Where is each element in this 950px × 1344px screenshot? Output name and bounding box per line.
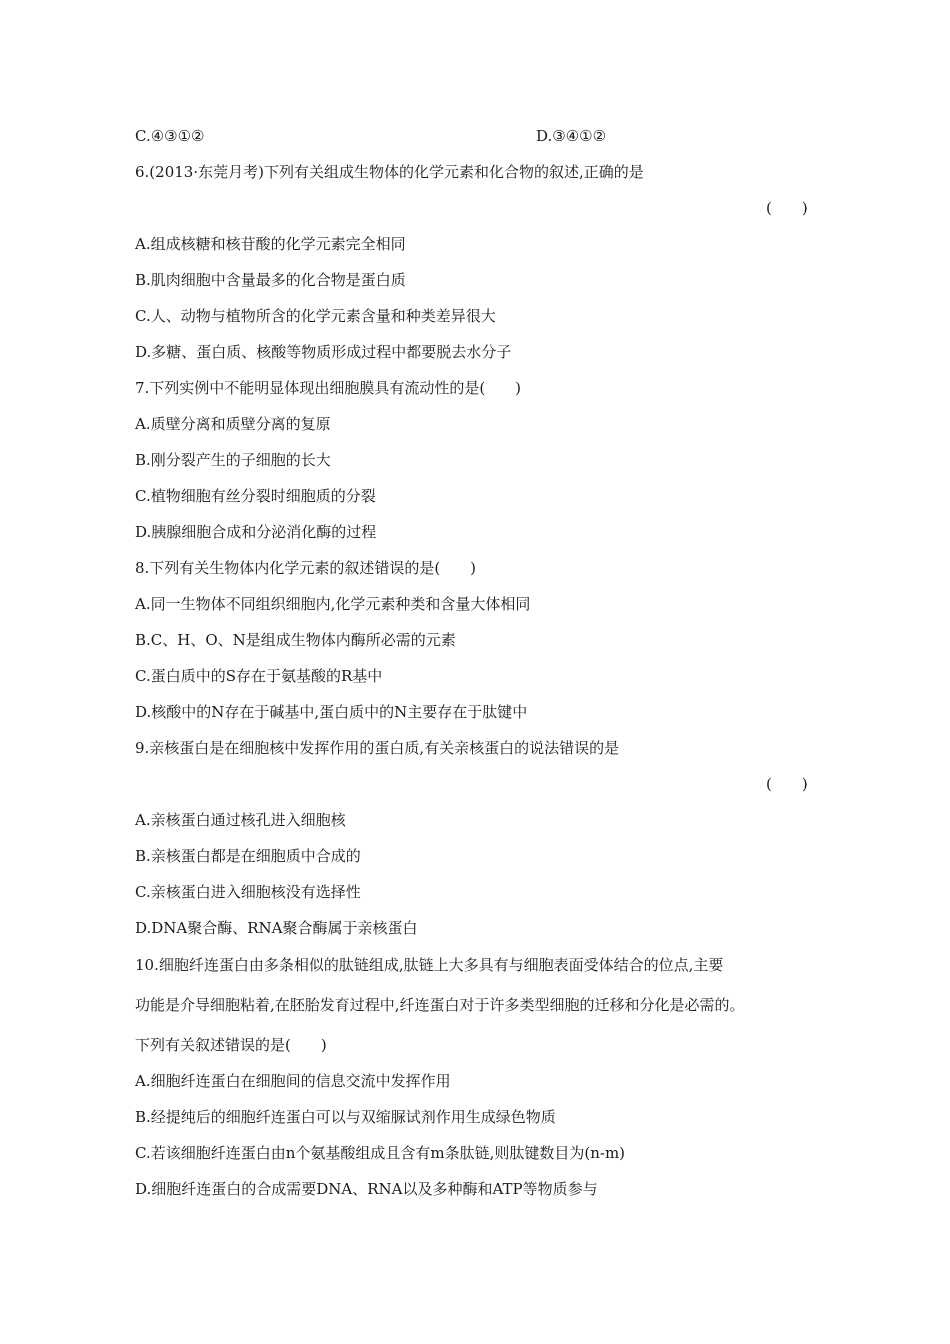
q8-option-a: A.同一生物体不同组织细胞内,化学元素种类和含量大体相同 — [135, 595, 531, 613]
question-10-stem-line-3: 下列有关叙述错误的是( ) — [135, 1036, 327, 1054]
question-6-stem: 6.(2013·东莞月考)下列有关组成生物体的化学元素和化合物的叙述,正确的是 — [135, 163, 644, 181]
q8-option-b: B.C、H、O、N是组成生物体内酶所必需的元素 — [135, 631, 456, 649]
q8-option-d: D.核酸中的N存在于碱基中,蛋白质中的N主要存在于肽键中 — [135, 703, 528, 721]
q7-option-c: C.植物细胞有丝分裂时细胞质的分裂 — [135, 487, 376, 505]
answer-blank-9: ( ) — [766, 775, 808, 793]
question-10-stem-line-2: 功能是介导细胞粘着,在胚胎发育过程中,纤连蛋白对于许多类型细胞的迁移和分化是必需的。 — [135, 996, 745, 1014]
question-10-stem-line-1: 10.细胞纤连蛋白由多条相似的肽链组成,肽链上大多具有与细胞表面受体结合的位点,主要 — [135, 956, 724, 974]
q10-option-b: B.经提纯后的细胞纤连蛋白可以与双缩脲试剂作用生成绿色物质 — [135, 1108, 556, 1126]
option-row-c-d — [135, 126, 607, 146]
q10-option-a: A.细胞纤连蛋白在细胞间的信息交流中发挥作用 — [135, 1072, 451, 1090]
question-8-stem: 8.下列有关生物体内化学元素的叙述错误的是( ) — [135, 559, 477, 577]
q8-option-c: C.蛋白质中的S存在于氨基酸的R基中 — [135, 667, 383, 685]
question-9-stem: 9.亲核蛋白是在细胞核中发挥作用的蛋白质,有关亲核蛋白的说法错误的是 — [135, 739, 620, 757]
q6-option-c: C.人、动物与植物所含的化学元素含量和种类差异很大 — [135, 307, 496, 325]
question-7-stem: 7.下列实例中不能明显体现出细胞膜具有流动性的是( ) — [135, 379, 522, 397]
q9-option-b: B.亲核蛋白都是在细胞质中合成的 — [135, 847, 361, 865]
q10-option-c: C.若该细胞纤连蛋白由n个氨基酸组成且含有m条肽链,则肽键数目为(n-m) — [135, 1144, 626, 1162]
q7-option-d: D.胰腺细胞合成和分泌消化酶的过程 — [135, 523, 377, 541]
q6-option-a: A.组成核糖和核苷酸的化学元素完全相同 — [135, 235, 406, 253]
q6-option-d: D.多糖、蛋白质、核酸等物质形成过程中都要脱去水分子 — [135, 343, 512, 361]
q7-option-b: B.刚分裂产生的子细胞的长大 — [135, 451, 331, 469]
q10-option-d: D.细胞纤连蛋白的合成需要DNA、RNA以及多种酶和ATP等物质参与 — [135, 1180, 598, 1198]
option-d: D.③④①② — [536, 127, 607, 145]
option-c: C.④③①② — [135, 127, 205, 145]
q9-option-a: A.亲核蛋白通过核孔进入细胞核 — [135, 811, 346, 829]
q6-option-b: B.肌肉细胞中含量最多的化合物是蛋白质 — [135, 271, 406, 289]
answer-blank-6: ( ) — [766, 199, 808, 217]
q9-option-c: C.亲核蛋白进入细胞核没有选择性 — [135, 883, 361, 901]
q7-option-a: A.质壁分离和质壁分离的复原 — [135, 415, 331, 433]
q9-option-d: D.DNA聚合酶、RNA聚合酶属于亲核蛋白 — [135, 919, 418, 937]
